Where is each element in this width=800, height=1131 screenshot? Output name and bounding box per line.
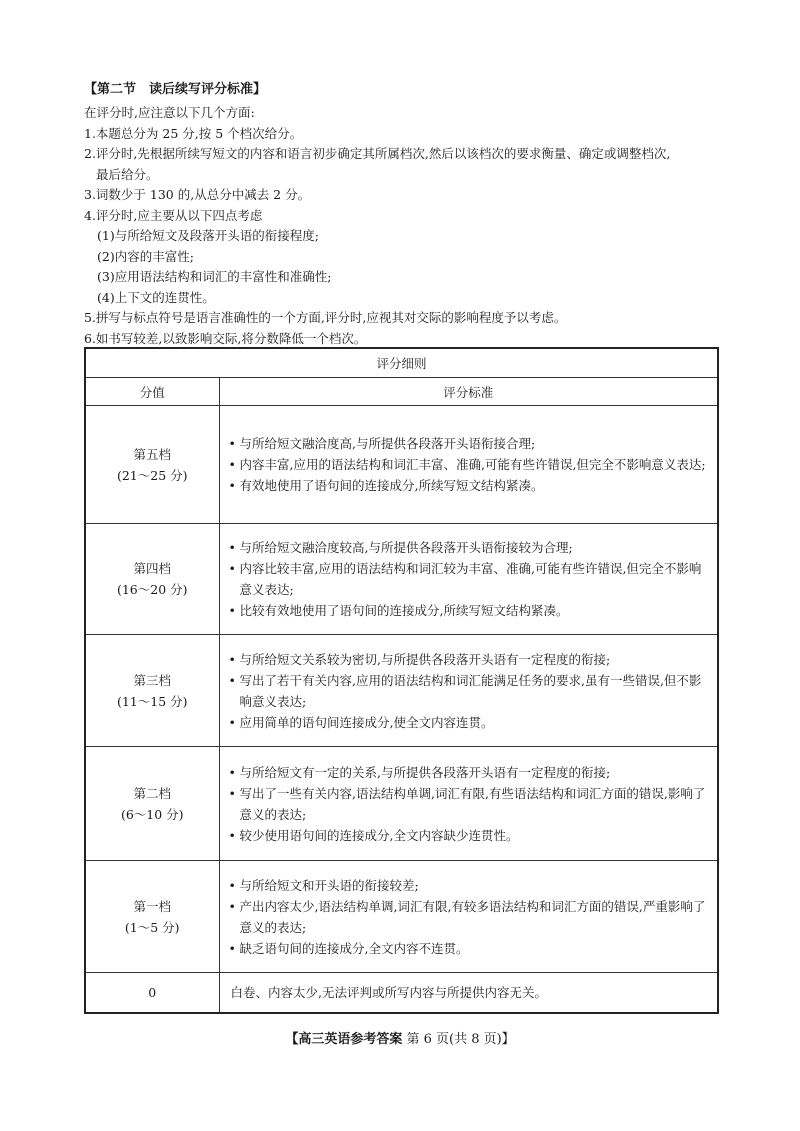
- header-criteria: 评分标准: [219, 378, 718, 406]
- criterion: • 写出了若干有关内容,应用的语法结构和词汇能满足任务的要求,虽有一些错误,但不影响意义表达;: [229, 670, 712, 712]
- criteria-cell: [219, 524, 718, 635]
- criterion: • 与所给短文有一定的关系,与所提供各段落开头语有一定程度的衔接;: [229, 762, 712, 783]
- band-name: 第二档: [133, 785, 171, 801]
- table-row: [85, 406, 718, 524]
- section-title: 【第二节 读后续写评分标准】: [84, 82, 267, 97]
- band-range: (1～5 分): [124, 919, 180, 935]
- criteria-cell: [219, 406, 718, 524]
- bullet-icon: •: [228, 785, 236, 801]
- scoring-note-2-continued: 最后给分。: [96, 166, 159, 182]
- band-range: (21～25 分): [116, 467, 188, 483]
- zero-criteria-text: 白卷、内容太少,无法评判或所写内容与所提供内容无关。: [230, 984, 547, 1000]
- criterion: • 比较有效地使用了语句间的连接成分,所续写短文结构紧凑。: [229, 600, 712, 621]
- band-range: (11～15 分): [116, 693, 188, 709]
- header-score: 分值: [85, 378, 219, 406]
- rubric-caption-row: [85, 348, 718, 378]
- bullet-icon: •: [228, 540, 236, 555]
- scoring-note-6: 6.如书写较差,以致影响交际,将分数降低一个档次。: [84, 330, 367, 346]
- page-footer: [0, 1032, 800, 1048]
- scoring-note-4-point-1: (1)与所给短文及段落开头语的衔接程度;: [97, 228, 319, 243]
- criterion: • 与所给短文和开头语的衔接较差;: [229, 875, 712, 896]
- bullet-icon: •: [228, 651, 236, 667]
- band-name: 第五档: [133, 446, 171, 462]
- band-name: 第一档: [133, 898, 171, 914]
- criterion: • 缺乏语句间的连接成分,全文内容不连贯。: [229, 938, 712, 959]
- scoring-note-4-point-3: (3)应用语法结构和词汇的丰富性和准确性;: [97, 269, 332, 284]
- bullet-icon: •: [228, 478, 236, 493]
- bullet-icon: •: [228, 940, 236, 956]
- band-cell: [85, 406, 219, 524]
- table-row: [85, 524, 718, 635]
- bullet-icon: •: [228, 898, 236, 914]
- criteria-cell: [219, 635, 718, 747]
- bullet-icon: •: [228, 714, 236, 730]
- band-cell: [85, 747, 219, 861]
- bullet-icon: •: [228, 877, 236, 893]
- criterion: • 较少使用语句间的连接成分,全文内容缺少连贯性。: [229, 825, 712, 846]
- bullet-icon: •: [228, 827, 236, 843]
- criterion: • 写出了一些有关内容,语法结构单调,词汇有限,有些语法结构和词汇方面的错误,影响了意义的表达;: [229, 783, 712, 825]
- scoring-note-5: 5.拼写与标点符号是语言准确性的一个方面,评分时,应视其对交际的影响程度予以考虑。: [84, 310, 567, 325]
- band-cell: [85, 524, 219, 635]
- zero-criteria: [219, 973, 718, 1013]
- band-name: 第四档: [133, 561, 171, 576]
- criterion: • 内容丰富,应用的语法结构和词汇丰富、准确,可能有些许错误,但完全不影响意义表达;: [229, 454, 712, 475]
- bullet-icon: •: [228, 561, 236, 576]
- criteria-cell: [219, 861, 718, 973]
- scoring-notes-lead: 在评分时,应注意以下几个方面:: [84, 105, 255, 120]
- bullet-icon: •: [228, 457, 236, 472]
- criterion: • 与所给短文融洽度较高,与所提供各段落开头语衔接较为合理;: [229, 537, 712, 558]
- criterion: • 产出内容太少,语法结构单调,词汇有限,有较多语法结构和词汇方面的错误,严重影响了意义的表达;: [229, 896, 712, 938]
- band-range: (16～20 分): [116, 582, 188, 597]
- rubric-header-row: [85, 378, 718, 406]
- table-row: [85, 635, 718, 747]
- scoring-note-4-point-2: (2)内容的丰富性;: [97, 248, 194, 264]
- scoring-note-2: 2.评分时,先根据所续写短文的内容和语言初步确定其所属档次,然后以该档次的要求衡量、确定或调整档次,: [84, 146, 671, 161]
- bullet-icon: •: [228, 603, 236, 618]
- rubric-table: [84, 347, 719, 1014]
- band-range: (6～10 分): [120, 806, 184, 822]
- table-row: [85, 973, 718, 1013]
- zero-score: 0: [85, 973, 219, 1013]
- criterion: • 与所给短文融洽度高,与所提供各段落开头语衔接合理;: [229, 433, 712, 454]
- footer-doc-title: 【高三英语参考答案: [285, 1032, 403, 1047]
- scoring-note-4: 4.评分时,应主要从以下四点考虑: [84, 207, 263, 223]
- table-row: [85, 747, 718, 861]
- footer-page-info: 第 6 页(共 8 页)】: [406, 1032, 515, 1047]
- bullet-icon: •: [228, 764, 236, 780]
- scoring-note-1: 1.本题总分为 25 分,按 5 个档次给分。: [84, 125, 303, 141]
- criteria-cell: [219, 747, 718, 861]
- band-cell: [85, 861, 219, 973]
- scoring-note-3: 3.词数少于 130 的,从总分中减去 2 分。: [84, 187, 311, 202]
- scoring-notes: [84, 105, 724, 351]
- band-name: 第三档: [133, 672, 171, 688]
- table-row: [85, 861, 718, 973]
- band-cell: [85, 635, 219, 747]
- criterion: • 应用简单的语句间连接成分,使全文内容连贯。: [229, 712, 712, 733]
- rubric-caption: 评分细则: [85, 348, 718, 378]
- bullet-icon: •: [228, 436, 236, 451]
- criterion: • 有效地使用了语句间的连接成分,所续写短文结构紧凑。: [229, 475, 712, 496]
- criterion: • 内容比较丰富,应用的语法结构和词汇较为丰富、准确,可能有些许错误,但完全不影响意义表达;: [229, 558, 712, 600]
- criterion: • 与所给短文关系较为密切,与所提供各段落开头语有一定程度的衔接;: [229, 649, 712, 670]
- bullet-icon: •: [228, 672, 236, 688]
- scoring-note-4-point-4: (4)上下文的连贯性。: [97, 289, 215, 305]
